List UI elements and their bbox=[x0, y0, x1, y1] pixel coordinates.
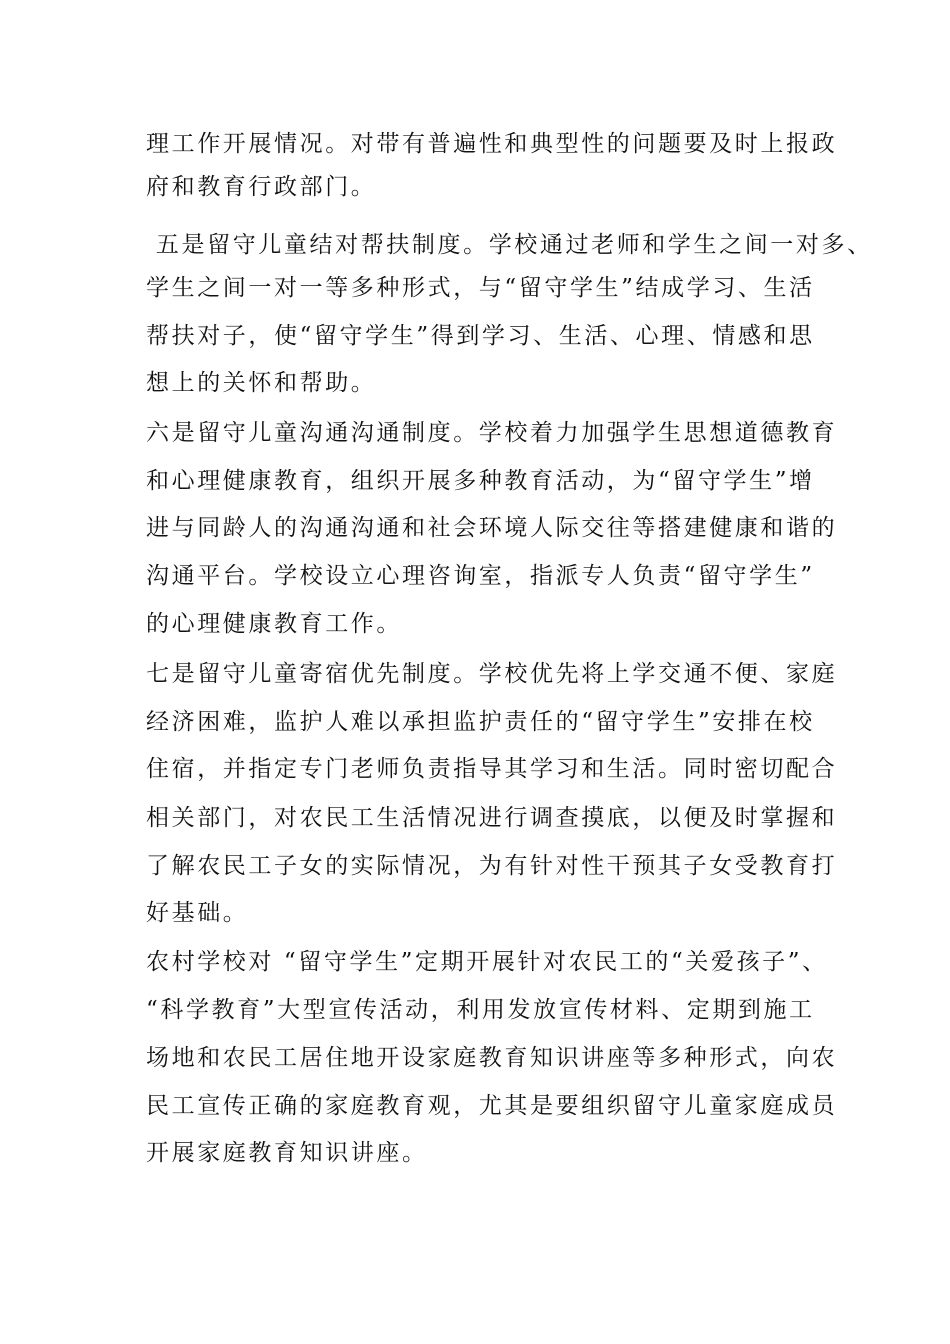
text-line: 学生之间一对一等多种形式，与“留守学生”结成学习、生活 bbox=[146, 275, 815, 301]
text-line: 六是留守儿童沟通沟通制度。学校着力加强学生思想道德教育 bbox=[146, 420, 838, 446]
text-line: 和心理健康教育，组织开展多种教育活动，为“留守学生”增 bbox=[146, 468, 815, 494]
text-line: 的心理健康教育工作。 bbox=[146, 611, 402, 637]
text-line: 场地和农民工居住地开设家庭教育知识讲座等多种形式，向农 bbox=[146, 1045, 838, 1071]
text-line: 相关部门，对农民工生活情况进行调查摸底，以便及时掌握和 bbox=[146, 805, 838, 831]
text-line: “科学教育”大型宣传活动，利用发放宣传材料、定期到施工 bbox=[146, 997, 815, 1023]
text-line: 农村学校对 “留守学生”定期开展针对农民工的“关爱孩子”、 bbox=[146, 949, 828, 975]
text-line: 好基础。 bbox=[146, 900, 249, 926]
text-line: 民工宣传正确的家庭教育观，尤其是要组织留守儿童家庭成员 bbox=[146, 1093, 838, 1119]
text-line: 沟通平台。学校设立心理咨询室，指派专人负责“留守学生” bbox=[146, 563, 815, 589]
text-line: 住宿，并指定专门老师负责指导其学习和生活。同时密切配合 bbox=[146, 756, 838, 782]
text-line: 七是留守儿童寄宿优先制度。学校优先将上学交通不便、家庭 bbox=[146, 661, 838, 687]
text-line: 了解农民工子女的实际情况，为有针对性干预其子女受教育打 bbox=[146, 853, 838, 879]
text-line: 五是留守儿童结对帮扶制度。学校通过老师和学生之间一对多、 bbox=[146, 232, 873, 258]
text-line: 开展家庭教育知识讲座。 bbox=[146, 1140, 428, 1166]
text-line: 进与同龄人的沟通沟通和社会环境人际交往等搭建健康和谐的 bbox=[146, 515, 838, 541]
text-line: 经济困难，监护人难以承担监护责任的“留守学生”安排在校 bbox=[146, 709, 815, 735]
text-line: 想上的关怀和帮助。 bbox=[146, 370, 377, 396]
text-line: 理工作开展情况。对带有普遍性和典型性的问题要及时上报政 bbox=[146, 131, 838, 157]
text-line: 府和教育行政部门。 bbox=[146, 174, 377, 200]
text-line: 帮扶对子，使“留守学生”得到学习、生活、心理、情感和思 bbox=[146, 323, 815, 349]
